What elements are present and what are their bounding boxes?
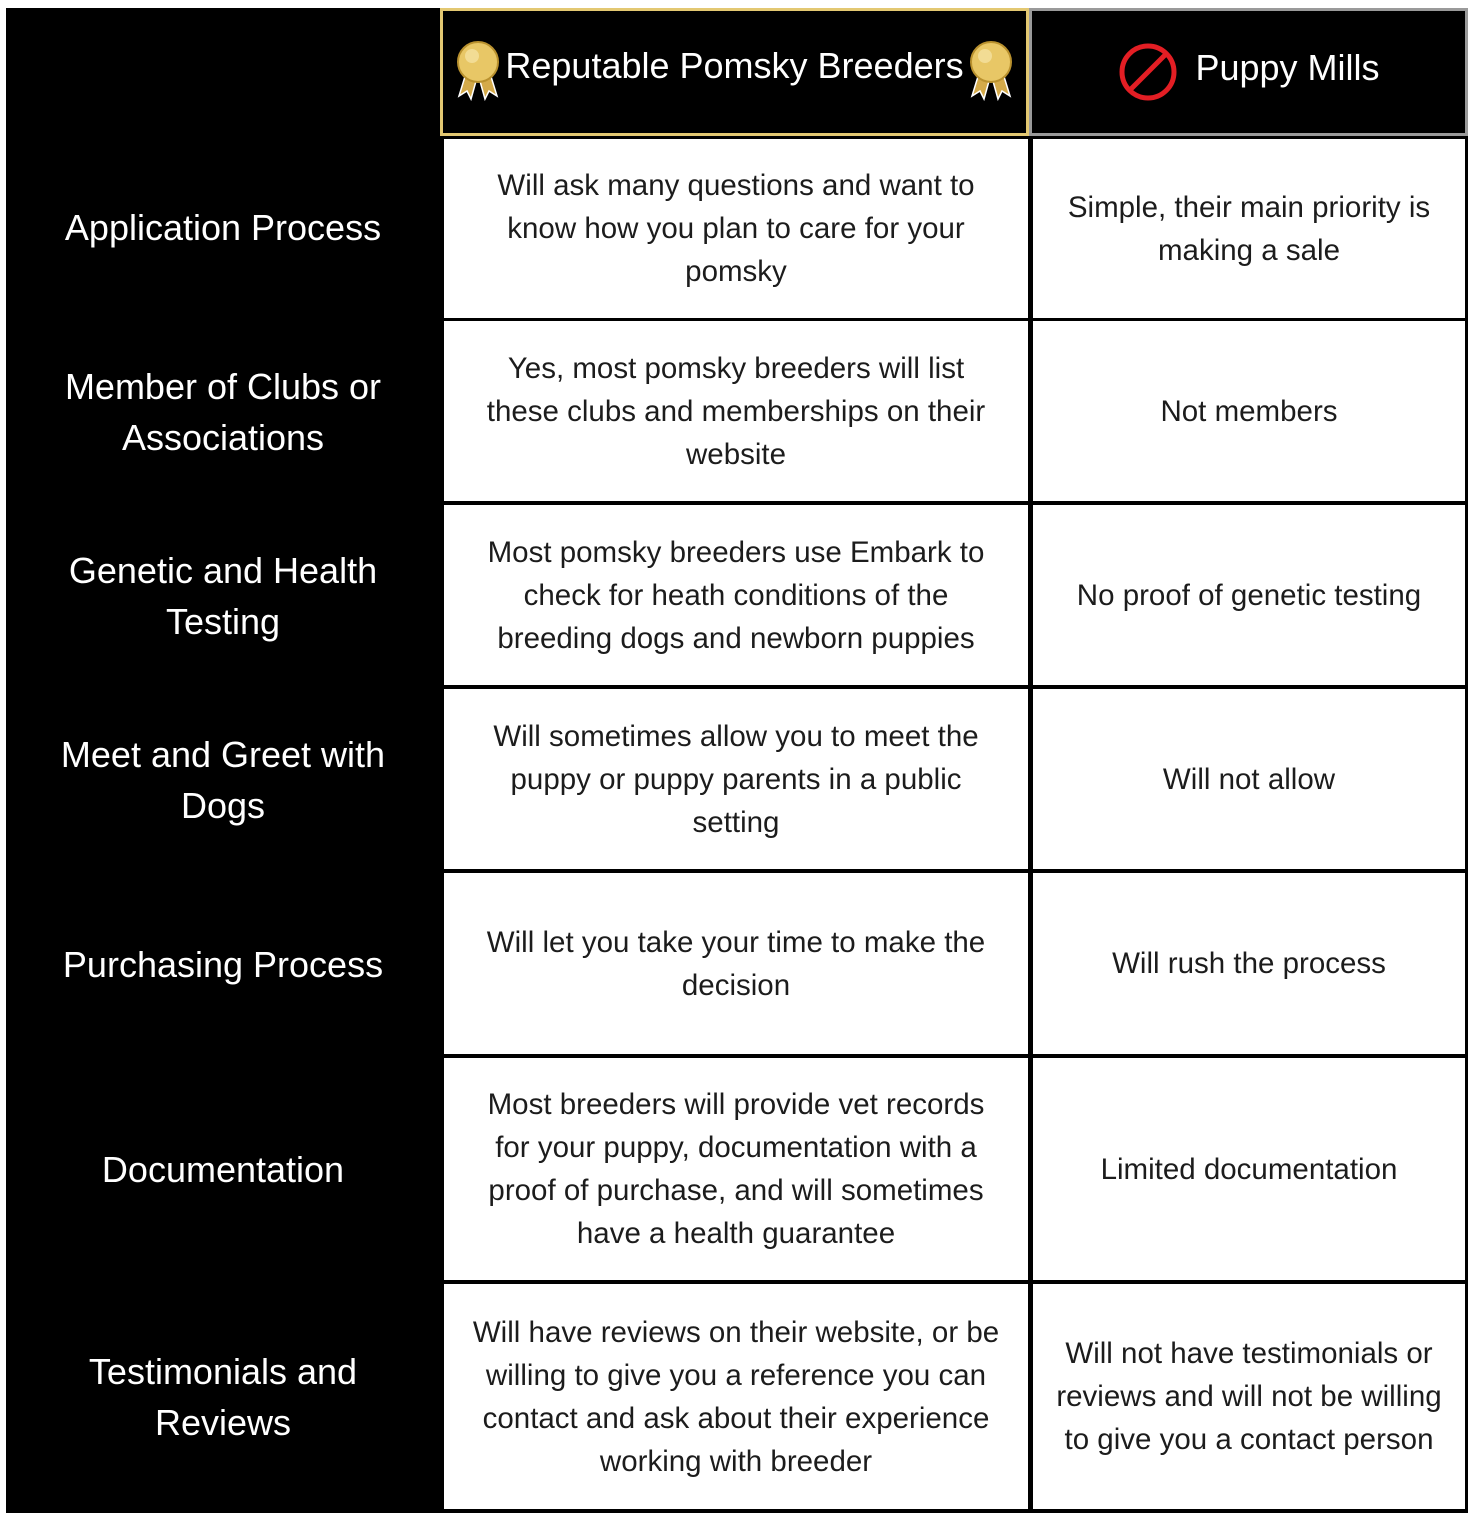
comparison-table xyxy=(6,8,1468,1513)
row-label: Application Process xyxy=(64,206,382,248)
reputable-cell: Will let you take your time to make the decision xyxy=(444,873,1028,1054)
puppy-mill-cell: Will rush the process xyxy=(1033,873,1465,1054)
puppy-mill-cell: Simple, their main priority is making a sale xyxy=(1033,139,1465,318)
reputable-cell: Most breeders will provide vet records for your puppy, documentation with a proof of purchase, and will sometimes have a health guarantee xyxy=(444,1058,1028,1280)
reputable-cell: Will sometimes allow you to meet the puppy or puppy parents in a public setting xyxy=(444,689,1028,869)
award-ribbon-icon xyxy=(966,40,1016,104)
header-good-title: Reputable Pomsky Breeders xyxy=(505,45,964,86)
puppy-mill-cell: Not members xyxy=(1033,321,1465,501)
header-bad-title: Puppy Mills xyxy=(1195,47,1380,88)
reputable-cell: Will ask many questions and want to know how you plan to care for your pomsky xyxy=(444,139,1028,318)
prohibited-icon xyxy=(1117,41,1179,103)
header-reputable-breeders xyxy=(440,8,1029,136)
reputable-cell: Will have reviews on their website, or be willing to give you a reference you can contact and ask about their experience working with breeder xyxy=(444,1284,1028,1509)
row-label: Meet and Greet with Dogs xyxy=(60,733,386,826)
row-label: Testimonials and Reviews xyxy=(88,1351,358,1443)
header-blank-cell xyxy=(6,8,440,136)
header-puppy-mills xyxy=(1029,8,1468,136)
row-label: Purchasing Process xyxy=(62,943,384,985)
puppy-mill-cell: Limited documentation xyxy=(1033,1058,1465,1280)
puppy-mill-cell: No proof of genetic testing xyxy=(1033,505,1465,685)
row-label: Genetic and Health Testing xyxy=(68,549,378,642)
reputable-cell: Most pomsky breeders use Embark to check for heath conditions of the breeding dogs and newborn puppies xyxy=(444,505,1028,685)
reputable-cell: Yes, most pomsky breeders will list these clubs and memberships on their website xyxy=(444,321,1028,501)
puppy-mill-cell: Will not have testimonials or reviews and will not be willing to give you a contact person xyxy=(1033,1284,1465,1509)
award-ribbon-icon xyxy=(453,40,503,104)
puppy-mill-cell: Will not allow xyxy=(1033,689,1465,869)
row-label: Member of Clubs or Associations xyxy=(64,365,382,458)
row-label: Documentation xyxy=(101,1149,345,1190)
